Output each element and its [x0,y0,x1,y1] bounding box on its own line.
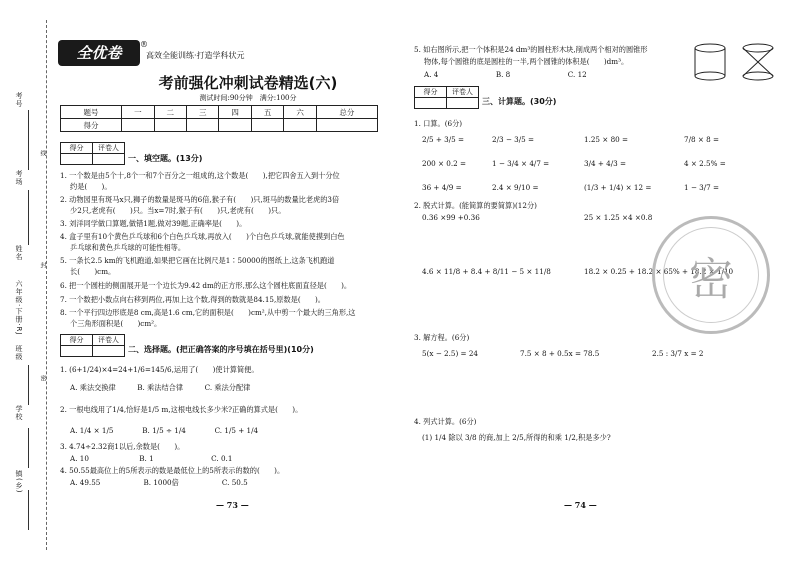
cut-mark-xian: 线 [39,150,46,156]
question-line: 5. 一条长2.5 km的飞机跑道,如果把它画在比例尺是1∶50000的图纸上,这条飞机跑道 [60,256,335,265]
grader-name-cell[interactable] [93,154,125,165]
option-line: A. 乘法交换律 B. 乘法结合律 C. 乘法分配律 [70,383,251,392]
score-header: 总分 [316,106,377,119]
grader-score-cell[interactable] [61,346,93,357]
score-table [60,105,378,132]
label-exam-room: 考场 [15,170,23,186]
subsection-title: 3. 解方程。(6分) [414,333,470,342]
label-exam-no: 考号 [15,92,23,108]
grader-name-label: 评卷人 [93,143,125,154]
oral-item: (1/3 + 1/4) × 12 = [584,183,652,192]
score-row-label: 得分 [61,119,122,132]
option-line: A. 4 B. 8 C. 12 [424,70,587,79]
score-cell[interactable] [316,119,377,132]
fill-line [28,190,29,245]
question-line: 长( )cm。 [70,267,116,276]
label-grade: 六年级·下册·RJ [15,280,23,336]
brand-slogan: 高效全能训练·打造学科状元 [146,51,245,60]
stamp-text: 密 [663,227,759,323]
grader-name-label: 评卷人 [447,87,479,98]
oral-item: 4 × 2.5% = [684,159,726,168]
cut-mark-feng: 封 [39,262,46,268]
grader-box [414,86,479,109]
page-subtitle: 测试时间:90分钟 满分:100分 [199,94,297,102]
question-line: 7. 一个数把小数点向右移到两位,再加上这个数,得到的数就是84.15,原数是( )。 [60,295,325,304]
page-number: — 74 — [564,500,597,510]
score-cell[interactable] [219,119,251,132]
oral-item: 3/4 + 4/3 = [584,159,627,168]
question-line: 8. 一个平行四边形底是8 cm,高是1.6 cm,它的面积是( )cm²,从中剪一个最大的三角形,这 [60,308,356,317]
label-class: 班级 [15,345,23,361]
label-name: 姓名 [15,245,23,261]
subsection-title: 2. 脱式计算。(能简算的要简算)(12分) [414,201,537,210]
cylinder-cone-figure [690,42,782,82]
page-number: — 73 — [216,500,249,510]
score-cell[interactable] [122,119,154,132]
oral-item: 2.4 × 9/10 = [492,183,539,192]
oral-item: 1 − 3/7 = [684,183,720,192]
score-header: 六 [284,106,316,119]
grader-score-label: 得分 [61,335,93,346]
question-line: 物体,每个圆锥的底是圆柱的一半,两个圆锥的体积是( )dm³。 [424,57,629,66]
grader-name-cell[interactable] [447,98,479,109]
oral-item: 2/5 + 3/5 = [422,135,465,144]
oral-item: 1.25 × 80 = [584,135,629,144]
oral-item: 36 + 4/9 = [422,183,462,192]
question-line: 6. 把一个圆柱的侧面展开是一个边长为9.42 dm的正方形,那么这个圆柱底面直径是( )。 [60,281,352,290]
calc-item: 18.2 × 0.25 + 18.2 × 65% + 18.2 × 1/10 [584,267,734,276]
oral-item: 200 × 0.2 = [422,159,467,168]
score-cell[interactable] [251,119,283,132]
brand-logo: 全优卷 [58,40,140,66]
question-line: 乒乓球和黄色乒乓球的可能性相等。 [70,243,186,252]
page-title: 考前强化冲刺试卷精选(六) [158,74,338,92]
question-line: 3. 4.74÷2.32商1以后,余数是( )。 [60,442,185,451]
section-title: 三、计算题。(30分) [482,97,557,106]
grader-box [60,334,125,357]
grader-box [60,142,125,165]
subsection-title: 4. 列式计算。(6分) [414,417,477,426]
question-line: 2. 动物园里有斑马x只,狮子的数量是斑马的6倍,猴子有( )只,斑马的数量比老虎的3倍 [60,195,340,204]
question-line: 约是( )。 [70,182,112,191]
score-header: 三 [187,106,219,119]
fill-line [28,490,29,530]
option-line: A. 49.55 B. 1000倍 C. 50.5 [70,478,248,487]
grader-name-label: 评卷人 [93,335,125,346]
equation-item: 7.5 × 8 + 0.5x = 78.5 [520,349,600,358]
section-title: 一、填空题。(13分) [128,154,203,163]
confidential-stamp [652,216,770,334]
grader-score-label: 得分 [61,143,93,154]
subsection-title: 1. 口算。(6分) [414,119,463,128]
fill-line [28,110,29,170]
question-line: 4. 盒子里有10个黄色乒乓球和6个白色乒乓球,再放入( )个白色乒乓球,就能使摸到白色 [60,232,345,241]
equation-item: 5(x − 2.5) = 24 [422,349,478,358]
fill-line [28,428,29,468]
score-header: 四 [219,106,251,119]
score-header: 一 [122,106,154,119]
registered-mark: ® [140,40,148,49]
grader-score-cell[interactable] [61,154,93,165]
grader-score-label: 得分 [415,87,447,98]
oral-item: 2/3 − 3/5 = [492,135,535,144]
question-line: 2. 一根电线用了1/4,恰好是1/5 m,这根电线长多少米?正确的算式是( )。 [60,405,303,414]
grader-name-cell[interactable] [93,346,125,357]
option-line: A. 1/4 × 1/5 B. 1/5 ÷ 1/4 C. 1/5 + 1/4 [70,426,259,435]
grader-score-cell[interactable] [415,98,447,109]
score-cell[interactable] [284,119,316,132]
question-line: 个三角形面积是( )cm²。 [70,319,162,328]
option-line: A. 10 B. 1 C. 0.1 [70,454,233,463]
fill-line [28,365,29,405]
question-line: 3. 刘洋同学做口算题,做错1题,做对39题,正确率是( )。 [60,219,247,228]
score-header: 五 [251,106,283,119]
label-school: 学校 [15,405,23,421]
score-header: 二 [154,106,186,119]
score-cell[interactable] [154,119,186,132]
calc-item: 4.6 × 11/8 + 8.4 + 8/11 − 5 × 11/8 [422,267,551,276]
cut-mark-mi: 密 [39,375,46,381]
question-line: (1) 1/4 除以 3/8 的商,加上 2/5,所得的和乘 1/2,积是多少? [422,433,611,442]
question-line: 4. 50.55最高位上的5所表示的数是最低位上的5所表示的数的( )。 [60,466,285,475]
question-line: 少2只,老虎有( )只。当x=7时,猴子有( )只,老虎有( )只。 [70,206,286,215]
question-line: 1. (6+1/24)×4=24+1/6=145/6,运用了( )使计算简便。 [60,365,259,374]
binding-margin [0,0,58,566]
cut-line [46,20,47,550]
question-line: 5. 如右图所示,把一个体积是24 dm³的圆柱形木块,削成两个相对的圆锥形 [414,45,648,54]
oral-item: 1 − 3/4 × 4/7 = [492,159,550,168]
score-header: 题号 [61,106,122,119]
calc-item: 0.36 ×99 +0.36 [422,213,480,222]
question-line: 1. 一个数是由5个十,8个一和7个百分之一组成的,这个数是( ),把它四舍五入到十分位 [60,171,340,180]
section-title: 二、选择题。(把正确答案的序号填在括号里)(10分) [128,345,314,354]
oral-item: 7/8 × 8 = [684,135,720,144]
calc-item: 25 × 1.25 ×4 ×0.8 [584,213,653,222]
score-cell[interactable] [187,119,219,132]
equation-item: 2.5 : 3/7 x = 2 [652,349,704,358]
label-town: 镇(乡) [15,470,23,494]
